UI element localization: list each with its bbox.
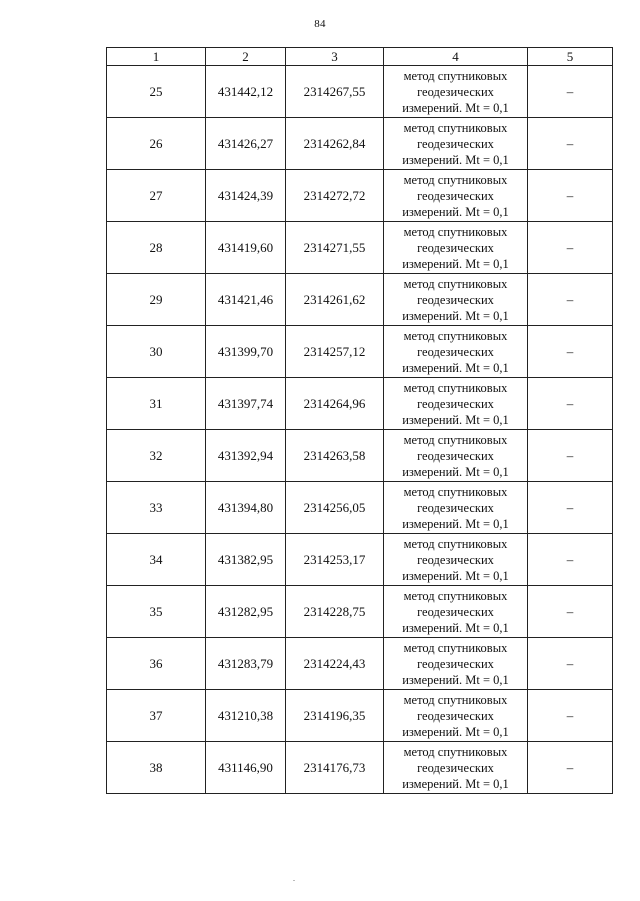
method-line: метод спутниковых <box>403 120 508 135</box>
table-row <box>107 326 613 378</box>
y-coordinate-cell: 2314272,72 <box>286 170 384 222</box>
method-line: геодезических <box>417 344 494 359</box>
x-coordinate-cell: 431421,46 <box>206 274 286 326</box>
method-line: измерений. Mt = 0,1 <box>402 360 509 375</box>
method-line: измерений. Mt = 0,1 <box>402 672 509 687</box>
point-number-cell: 27 <box>107 170 206 222</box>
method-line: метод спутниковых <box>403 328 508 343</box>
column-header-2: 2 <box>206 48 286 66</box>
method-line: метод спутниковых <box>403 276 508 291</box>
table-row <box>107 534 613 586</box>
point-number-cell: 33 <box>107 482 206 534</box>
method-line: измерений. Mt = 0,1 <box>402 152 509 167</box>
method-cell <box>384 534 528 586</box>
table-row <box>107 742 613 794</box>
table-row <box>107 222 613 274</box>
method-cell <box>384 66 528 118</box>
method-cell <box>384 170 528 222</box>
note-cell: – <box>528 378 613 430</box>
point-number-cell: 32 <box>107 430 206 482</box>
method-line: геодезических <box>417 604 494 619</box>
column-header-1: 1 <box>107 48 206 66</box>
point-number-cell: 31 <box>107 378 206 430</box>
column-header-5: 5 <box>528 48 613 66</box>
method-line: метод спутниковых <box>403 640 508 655</box>
x-coordinate-cell: 431392,94 <box>206 430 286 482</box>
point-number-cell: 35 <box>107 586 206 638</box>
method-line: метод спутниковых <box>403 380 508 395</box>
x-coordinate-cell: 431424,39 <box>206 170 286 222</box>
method-line: метод спутниковых <box>403 744 508 759</box>
method-cell <box>384 222 528 274</box>
y-coordinate-cell: 2314262,84 <box>286 118 384 170</box>
method-line: измерений. Mt = 0,1 <box>402 100 509 115</box>
point-number-cell: 25 <box>107 66 206 118</box>
table-row <box>107 586 613 638</box>
y-coordinate-cell: 2314267,55 <box>286 66 384 118</box>
method-line: геодезических <box>417 396 494 411</box>
note-cell: – <box>528 742 613 794</box>
point-number-cell: 30 <box>107 326 206 378</box>
column-header-4: 4 <box>384 48 528 66</box>
y-coordinate-cell: 2314261,62 <box>286 274 384 326</box>
method-cell <box>384 118 528 170</box>
point-number-cell: 38 <box>107 742 206 794</box>
x-coordinate-cell: 431426,27 <box>206 118 286 170</box>
method-line: метод спутниковых <box>403 692 508 707</box>
y-coordinate-cell: 2314264,96 <box>286 378 384 430</box>
method-cell <box>384 274 528 326</box>
table-row <box>107 170 613 222</box>
method-cell <box>384 378 528 430</box>
x-coordinate-cell: 431399,70 <box>206 326 286 378</box>
table-row <box>107 118 613 170</box>
x-coordinate-cell: 431382,95 <box>206 534 286 586</box>
method-line: геодезических <box>417 708 494 723</box>
note-cell: – <box>528 534 613 586</box>
table-body <box>107 66 613 794</box>
y-coordinate-cell: 2314257,12 <box>286 326 384 378</box>
method-line: измерений. Mt = 0,1 <box>402 464 509 479</box>
method-line: измерений. Mt = 0,1 <box>402 308 509 323</box>
x-coordinate-cell: 431394,80 <box>206 482 286 534</box>
method-line: геодезических <box>417 240 494 255</box>
method-line: измерений. Mt = 0,1 <box>402 776 509 791</box>
method-line: геодезических <box>417 136 494 151</box>
method-cell <box>384 326 528 378</box>
point-number-cell: 34 <box>107 534 206 586</box>
x-coordinate-cell: 431283,79 <box>206 638 286 690</box>
x-coordinate-cell: 431282,95 <box>206 586 286 638</box>
note-cell: – <box>528 482 613 534</box>
method-line: геодезических <box>417 84 494 99</box>
method-line: геодезических <box>417 188 494 203</box>
method-cell <box>384 742 528 794</box>
table-row <box>107 66 613 118</box>
point-number-cell: 28 <box>107 222 206 274</box>
table-row <box>107 482 613 534</box>
method-line: геодезических <box>417 656 494 671</box>
y-coordinate-cell: 2314224,43 <box>286 638 384 690</box>
method-cell <box>384 690 528 742</box>
method-line: геодезических <box>417 448 494 463</box>
method-line: метод спутниковых <box>403 432 508 447</box>
y-coordinate-cell: 2314271,55 <box>286 222 384 274</box>
method-cell <box>384 586 528 638</box>
method-line: метод спутниковых <box>403 588 508 603</box>
method-line: измерений. Mt = 0,1 <box>402 620 509 635</box>
y-coordinate-cell: 2314253,17 <box>286 534 384 586</box>
y-coordinate-cell: 2314263,58 <box>286 430 384 482</box>
note-cell: – <box>528 222 613 274</box>
table-row <box>107 430 613 482</box>
note-cell: – <box>528 66 613 118</box>
table-row <box>107 690 613 742</box>
method-line: геодезических <box>417 500 494 515</box>
y-coordinate-cell: 2314196,35 <box>286 690 384 742</box>
method-line: метод спутниковых <box>403 68 508 83</box>
method-line: измерений. Mt = 0,1 <box>402 724 509 739</box>
note-cell: – <box>528 586 613 638</box>
x-coordinate-cell: 431146,90 <box>206 742 286 794</box>
method-cell <box>384 430 528 482</box>
page-speck <box>293 880 295 881</box>
point-number-cell: 36 <box>107 638 206 690</box>
method-line: измерений. Mt = 0,1 <box>402 412 509 427</box>
point-number-cell: 26 <box>107 118 206 170</box>
point-number-cell: 29 <box>107 274 206 326</box>
note-cell: – <box>528 430 613 482</box>
coordinates-table <box>106 47 613 794</box>
method-line: геодезических <box>417 292 494 307</box>
method-line: метод спутниковых <box>403 224 508 239</box>
method-line: измерений. Mt = 0,1 <box>402 568 509 583</box>
table-row <box>107 378 613 430</box>
note-cell: – <box>528 326 613 378</box>
note-cell: – <box>528 690 613 742</box>
y-coordinate-cell: 2314228,75 <box>286 586 384 638</box>
method-line: геодезических <box>417 760 494 775</box>
point-number-cell: 37 <box>107 690 206 742</box>
method-line: геодезических <box>417 552 494 567</box>
y-coordinate-cell: 2314256,05 <box>286 482 384 534</box>
note-cell: – <box>528 638 613 690</box>
note-cell: – <box>528 170 613 222</box>
note-cell: – <box>528 274 613 326</box>
y-coordinate-cell: 2314176,73 <box>286 742 384 794</box>
page-number: 84 <box>314 18 326 30</box>
x-coordinate-cell: 431442,12 <box>206 66 286 118</box>
method-line: измерений. Mt = 0,1 <box>402 256 509 271</box>
method-cell <box>384 638 528 690</box>
method-line: метод спутниковых <box>403 172 508 187</box>
x-coordinate-cell: 431397,74 <box>206 378 286 430</box>
column-header-3: 3 <box>286 48 384 66</box>
method-line: метод спутниковых <box>403 536 508 551</box>
x-coordinate-cell: 431210,38 <box>206 690 286 742</box>
table-row <box>107 638 613 690</box>
method-cell <box>384 482 528 534</box>
table-header-row <box>107 48 613 66</box>
x-coordinate-cell: 431419,60 <box>206 222 286 274</box>
note-cell: – <box>528 118 613 170</box>
table-row <box>107 274 613 326</box>
method-line: метод спутниковых <box>403 484 508 499</box>
method-line: измерений. Mt = 0,1 <box>402 204 509 219</box>
method-line: измерений. Mt = 0,1 <box>402 516 509 531</box>
